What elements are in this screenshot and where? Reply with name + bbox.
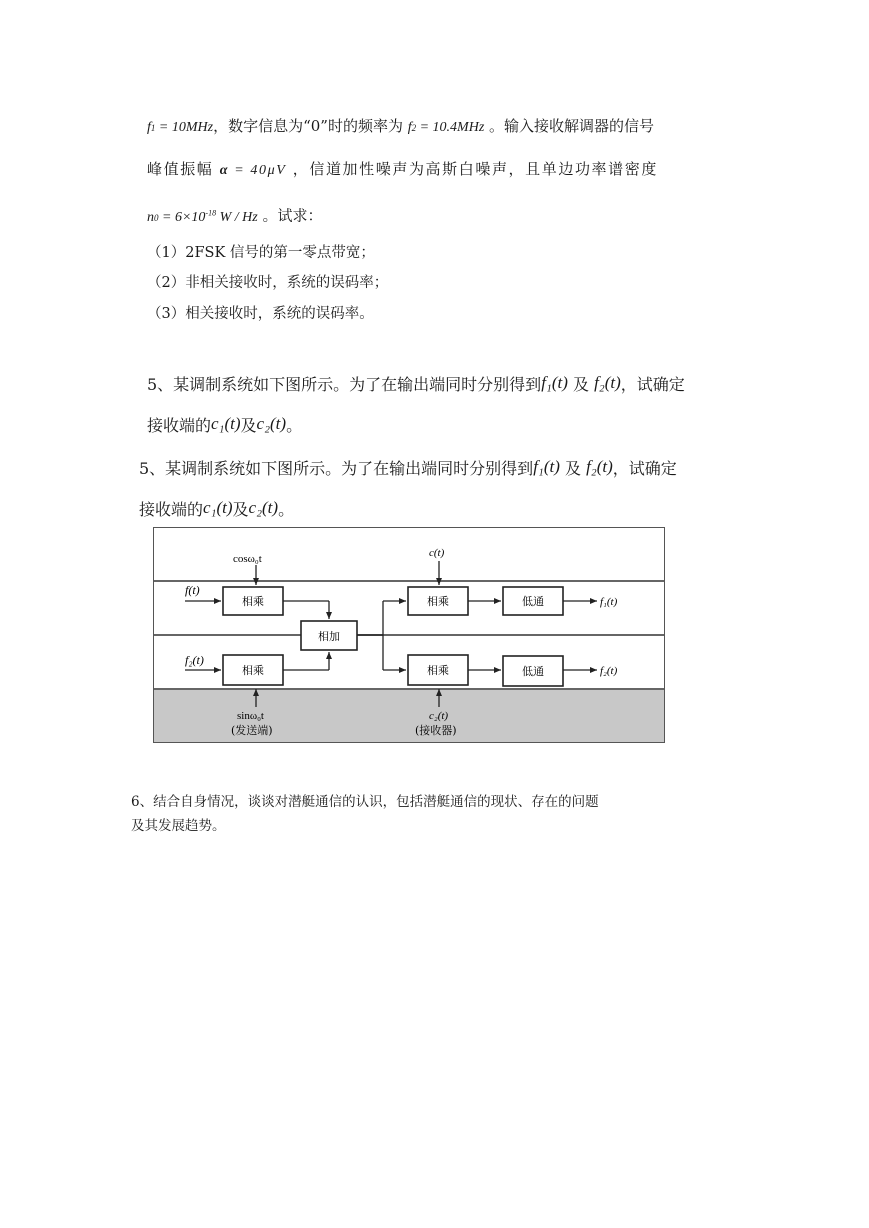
problem4-item-1: （1）2FSK 信号的第一零点带宽； [147, 245, 375, 261]
problem5-line2-and: 及 [240, 416, 257, 435]
problem4-line2 [147, 159, 658, 181]
f2-value: = 10.4MHz [416, 120, 485, 135]
sender-label: (发送端) [231, 724, 273, 737]
c2-input-label: c₂(t) [429, 710, 449, 722]
rx-multiplier-1-label: 相乘 [427, 595, 449, 608]
problem4-line3 [147, 203, 322, 228]
problem5-dup-and: 及 [559, 459, 587, 478]
problem5-dup-line2 [139, 497, 294, 520]
sin-carrier-label: sinω₀t [237, 710, 264, 722]
problem4-line1-tail: 。输入接收解调器的信号 [484, 117, 655, 135]
c2-function-dup: c₂(t) [248, 498, 279, 517]
problem5-dup-line2-and: 及 [232, 500, 249, 519]
problem5-dup-line2-text: 接收端的 [139, 500, 204, 519]
problem5-line2-text: 接收端的 [147, 416, 212, 435]
problem5-dup-line1-text: 5、某调制系统如下图所示。为了在输出端同时分别得到 [139, 459, 534, 478]
f2-input-label: f₂(t) [185, 653, 204, 667]
adder-label: 相加 [318, 630, 340, 643]
multiplier-1-label: 相乘 [242, 595, 264, 608]
problem4-line1-text: ，数字信息为“0”时的频率为 [213, 117, 408, 135]
c1-function: c₁(t) [211, 414, 241, 433]
c1-function-dup: c₁(t) [203, 498, 233, 517]
alpha-symbol: α [219, 163, 230, 178]
lowpass-1-label: 低通 [522, 595, 544, 608]
lowpass-2-label: 低通 [522, 665, 544, 678]
problem4-item-3: （3）相关接收时，系统的误码率。 [147, 306, 374, 322]
problem5-line1-text: 5、某调制系统如下图所示。为了在输出端同时分别得到 [147, 375, 542, 394]
problem4-line2-tail: ，信道加性噪声为高斯白噪声，且单边功率谱密度 [286, 160, 658, 178]
problem5-line1 [147, 372, 685, 395]
f1-function: f₁(t) [541, 373, 568, 392]
problem6-line1: 6、结合自身情况，谈谈对潜艇通信的认识，包括潜艇通信的现状、存在的问题 [131, 794, 599, 810]
n0-unit: W / Hz [216, 209, 258, 225]
c2-function: c₂(t) [256, 414, 287, 433]
multiplier-2-label: 相乘 [242, 664, 264, 677]
problem5-line2 [147, 413, 302, 436]
receiver-label: (接收器) [415, 724, 457, 737]
f-input-label: f(t) [185, 583, 200, 597]
f2-symbol: f [407, 120, 412, 135]
problem5-dup-line1-tail: ，试确定 [612, 459, 677, 478]
problem5-dup-line1 [139, 456, 677, 479]
output-2-label: f₂(t) [600, 665, 618, 677]
f2-function: f₂(t) [594, 373, 621, 392]
problem5-line2-end: 。 [286, 416, 303, 435]
problem6-line2: 及其发展趋势。 [131, 818, 226, 834]
problem4-line3-tail: 。试求： [257, 206, 323, 225]
modulation-block-diagram [153, 527, 665, 743]
f1-function-dup: f₁(t) [533, 457, 560, 476]
problem5-dup-line2-end: 。 [278, 500, 295, 519]
c-input-label: c(t) [429, 547, 445, 559]
rx-multiplier-2-label: 相乘 [427, 664, 449, 677]
f1-subscript: 1 [150, 123, 156, 133]
problem4-item-2: （2）非相关接收时，系统的误码率； [147, 275, 389, 291]
f2-subscript: 2 [411, 123, 417, 133]
cos-carrier-label: cosω₀t [233, 553, 262, 565]
f2-function-dup: f₂(t) [586, 457, 613, 476]
n0-symbol: n [147, 209, 154, 225]
n0-exponent: -18 [205, 208, 217, 217]
output-1-label: f₁(t) [600, 596, 618, 608]
n0-value: = 6×10 [158, 209, 206, 225]
problem4-line2-head: 峰值振幅 [147, 160, 220, 178]
problem4-line1 [147, 116, 654, 138]
f1-value: = 10MHz [155, 120, 214, 135]
problem5-and: 及 [567, 375, 595, 394]
n0-subscript: 0 [154, 212, 159, 223]
problem5-line1-tail: ，试确定 [620, 375, 685, 394]
alpha-value: = 40μV [229, 163, 287, 178]
f1-symbol: f [147, 120, 151, 135]
